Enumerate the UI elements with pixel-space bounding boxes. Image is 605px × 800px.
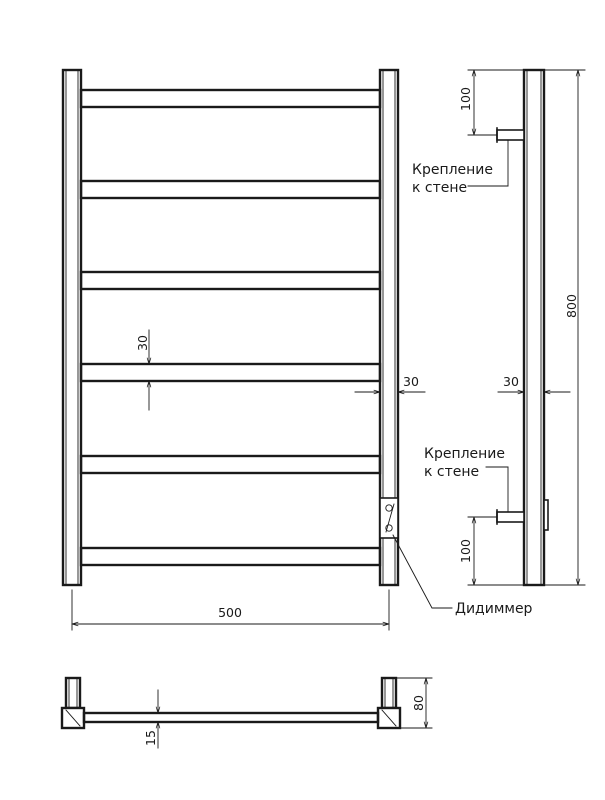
cross-bar-2 (81, 181, 380, 198)
dim-mount-bottom: 100 (458, 539, 473, 563)
label-mount-top-2: к стене (412, 180, 468, 196)
cross-bar-4 (81, 364, 380, 381)
label-mount-bottom-2: к стене (424, 464, 480, 480)
label-dimmer: Дидиммер (455, 601, 533, 617)
dimmer-box (380, 498, 398, 538)
side-view (412, 70, 585, 585)
top-rail (84, 713, 378, 722)
top-view (62, 678, 432, 748)
dim-width-total: 500 (218, 605, 242, 620)
cross-bar-1 (81, 90, 380, 107)
dim-height-total: 800 (564, 294, 579, 318)
cross-bar-5 (81, 456, 380, 473)
dim-rail-gap: 30 (135, 335, 150, 351)
dim-overall-depth: 80 (411, 695, 426, 711)
bottom-wall-mount (497, 512, 524, 522)
label-mount-bottom-1: Крепление (424, 446, 506, 462)
dim-side-depth: 30 (503, 374, 519, 389)
top-left-post (66, 678, 80, 708)
dim-mount-top: 100 (458, 87, 473, 111)
dim-upright-width: 30 (403, 374, 419, 389)
top-right-post (382, 678, 396, 708)
cross-bar-6 (81, 548, 380, 565)
cross-bar-3 (81, 272, 380, 289)
dim-rail-depth: 15 (143, 730, 158, 746)
label-mount-top-1: Крепление (412, 162, 494, 178)
top-wall-mount (497, 130, 524, 140)
